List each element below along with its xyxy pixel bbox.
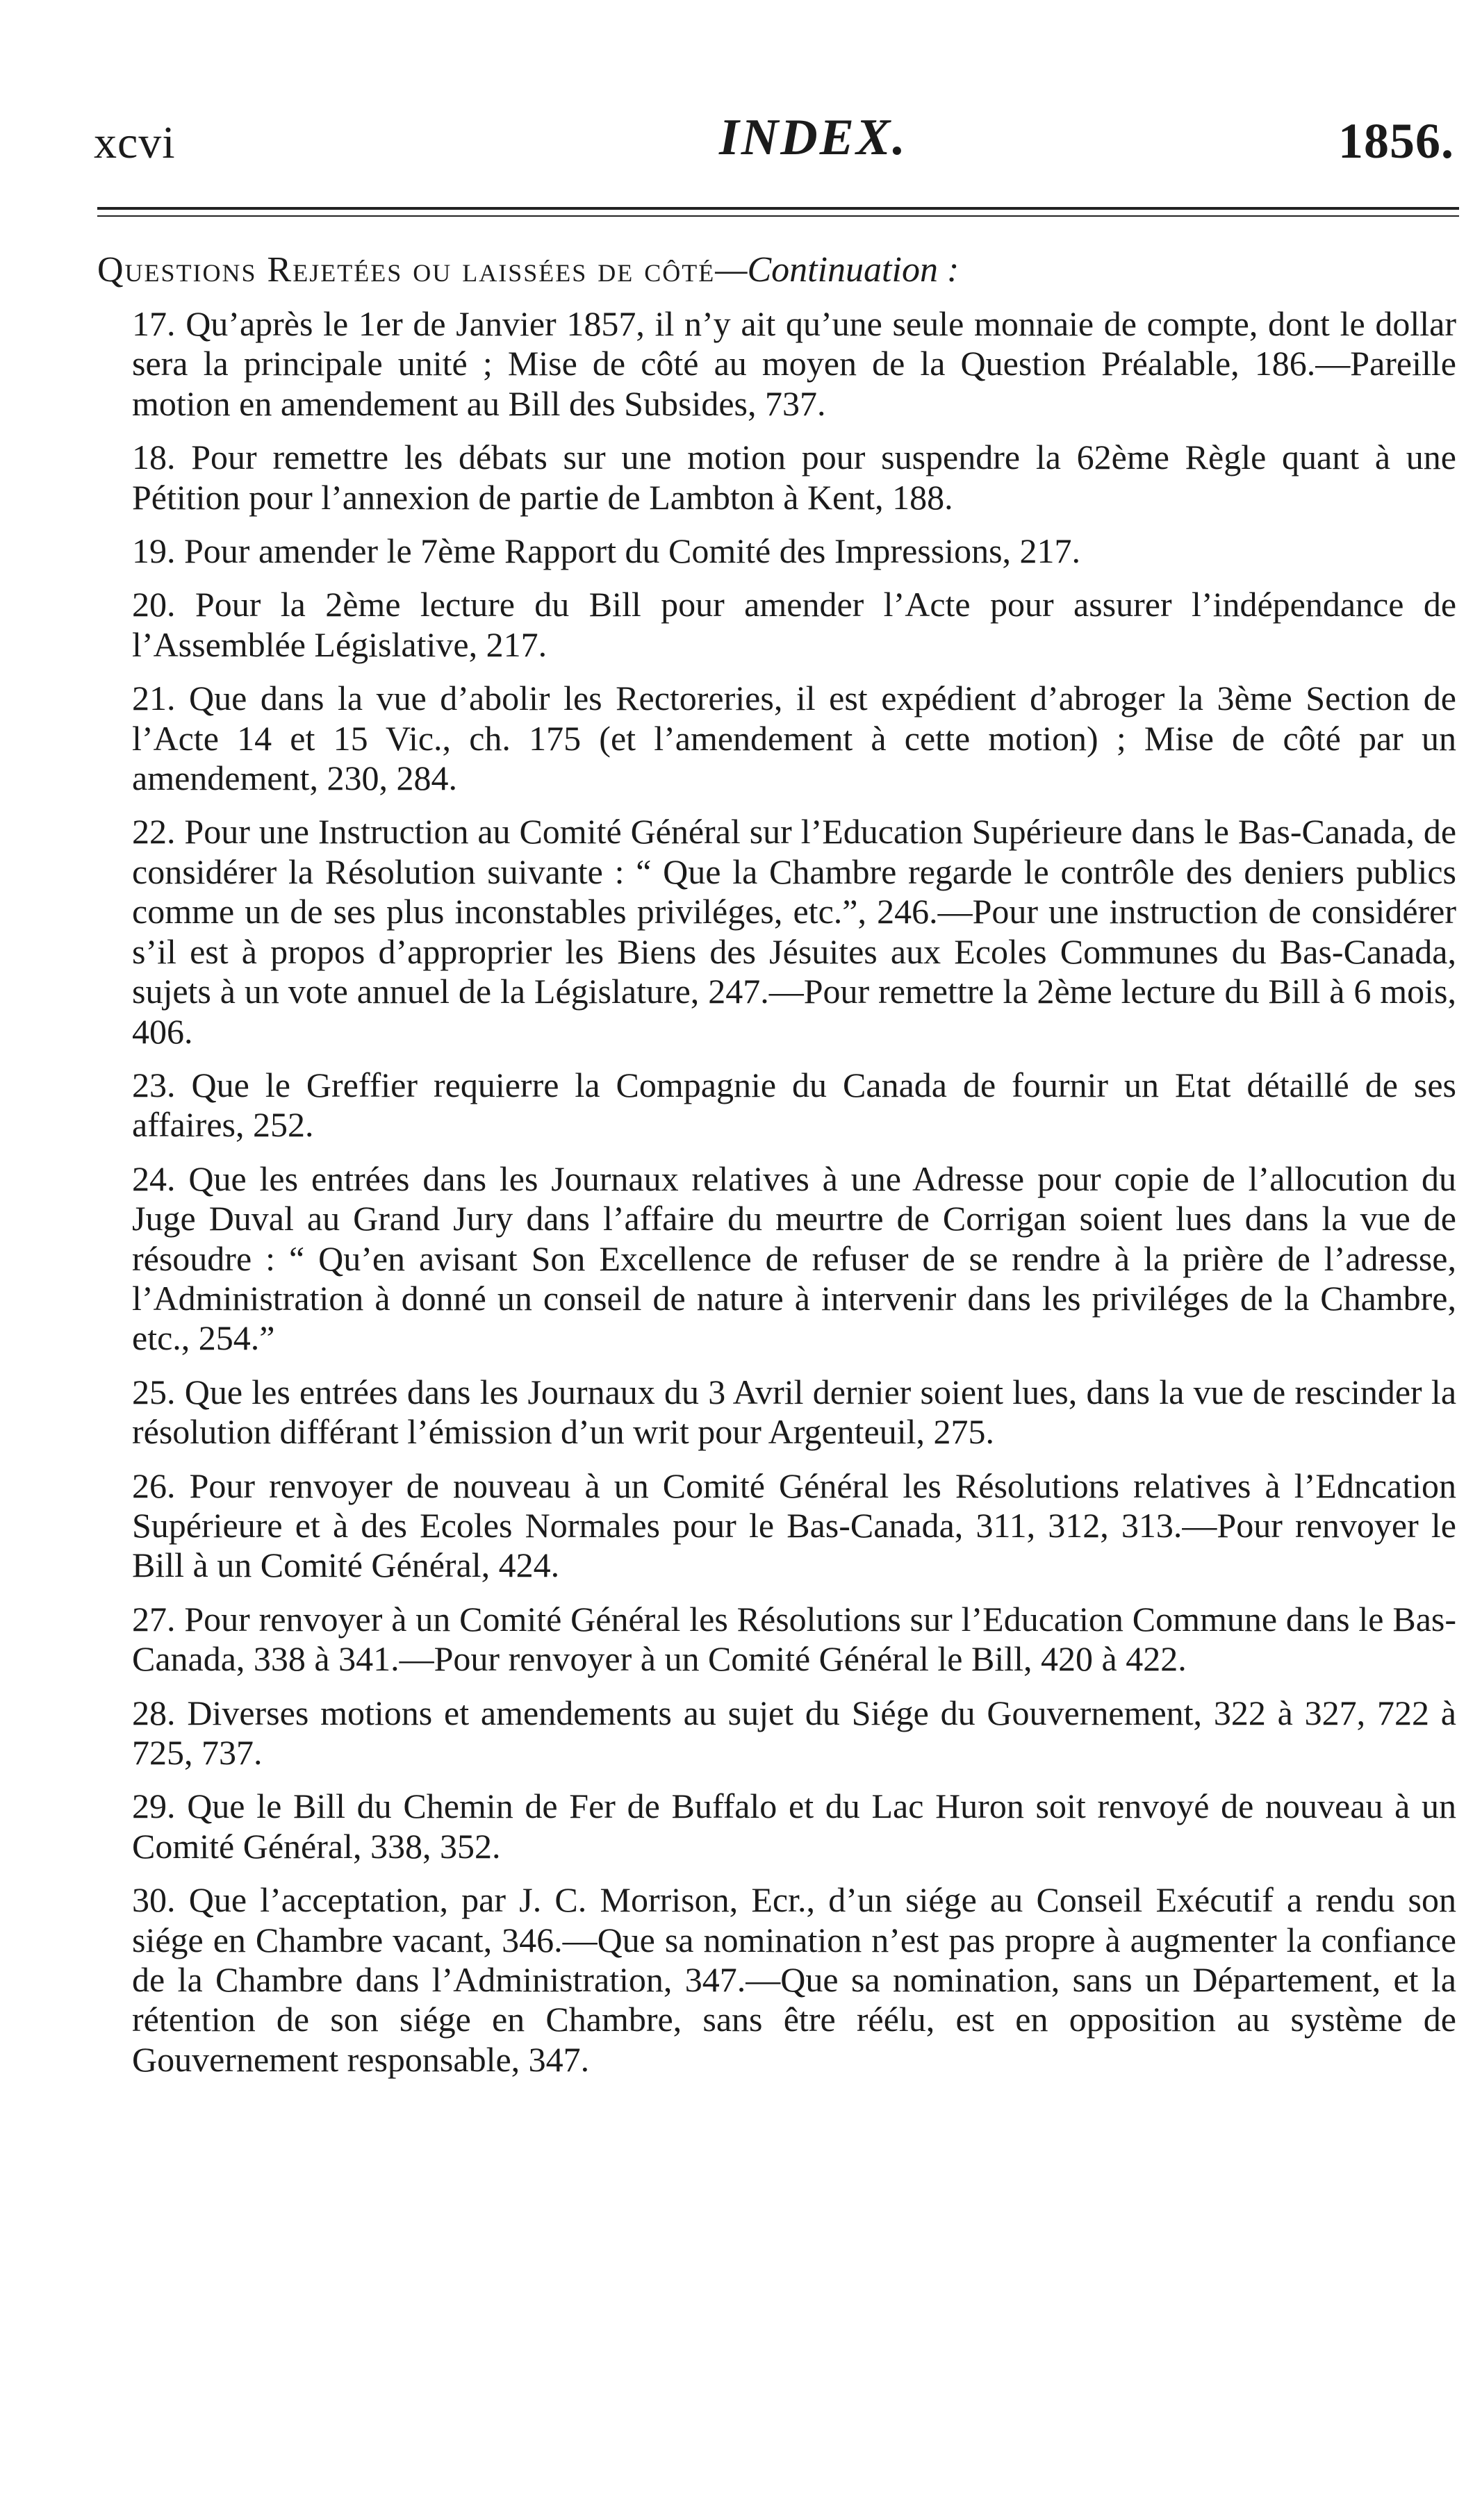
index-entry xyxy=(132,1466,1456,1586)
index-entry xyxy=(132,1159,1456,1359)
entry-text: Que les entrées dans les Journaux du 3 Avril dernier soient lues, dans la vue de rescinder la résolution différant l’émission d’un writ pour Argenteuil, 275. xyxy=(132,1372,1457,1452)
entry-text: Que le Greffier requierre la Compagnie du Canada de fournir un Etat détaillé de ses affaires, 252. xyxy=(132,1065,1457,1145)
entry-number: 29. xyxy=(132,1787,176,1826)
index-entry xyxy=(132,438,1456,517)
index-entry xyxy=(132,1373,1456,1452)
entry-number: 21. xyxy=(132,679,176,718)
entry-text: Pour la 2ème lecture du Bill pour amender l’Acte pour assurer l’indépendance de l’Assemblée Législative, 217. xyxy=(132,585,1457,664)
entry-number: 20. xyxy=(132,585,176,624)
page-number: xcvi xyxy=(94,117,176,168)
entry-number: 27. xyxy=(132,1599,176,1639)
header-rule-thick xyxy=(97,207,1459,210)
entry-number: 17. xyxy=(132,304,176,343)
section-heading-text: Questions Rejetées ou laissées de côté xyxy=(97,250,716,290)
page-header xyxy=(94,104,1482,188)
entry-number: 19. xyxy=(132,531,176,571)
index-entry xyxy=(132,1066,1456,1145)
entry-text: Que l’acceptation, par J. C. Morrison, Ecr., d’un siége au Conseil Exécutif a rendu son siége en Chambre vacant, 346.—Que sa nomination n’est pas propre à augmenter la confiance de la Chambre dans l’Administration, 347.—Que sa nomination, sans un Département, et la rétention de son siége en Chambre, sans être réélu, est en opposition au système de Gouvernement responsable, 347. xyxy=(132,1880,1457,2079)
index-entry xyxy=(132,679,1456,798)
index-entry xyxy=(132,304,1456,424)
entry-number: 30. xyxy=(132,1880,176,1920)
entry-text: Pour renvoyer de nouveau à un Comité Général les Résolutions relatives à l’Edncation Supérieure et à des Ecoles Normales pour le Bas-Canada, 311, 312, 313.—Pour renvoyer le Bill à un Comité Général, 424. xyxy=(132,1466,1457,1585)
index-entry xyxy=(132,585,1456,665)
index-entry xyxy=(132,1880,1456,2080)
index-entry xyxy=(132,812,1456,1051)
entry-number: 28. xyxy=(132,1693,176,1732)
entry-text: Diverses motions et amendements au sujet du Siége du Gouvernement, 322 à 327, 722 à 725, 737. xyxy=(132,1693,1457,1772)
entry-text: Que dans la vue d’abolir les Rectoreries, il est expédient d’abroger la 3ème Section de l’Acte 14 et 15 Vic., ch. 175 (et l’amendement à cette motion) ; Mise de côté par un amendement, 230, 284. xyxy=(132,679,1456,798)
entry-number: 22. xyxy=(132,812,176,852)
entry-list xyxy=(132,304,1456,2094)
entry-number: 25. xyxy=(132,1372,176,1411)
entry-number: 23. xyxy=(132,1065,176,1104)
entry-text: Qu’après le 1er de Janvier 1857, il n’y ait qu’une seule monnaie de compte, dont le dollar sera la principale unité ; Mise de côté au moyen de la Question Préalable, 186.—Pareille motion en amendement au Bill des Subsides, 737. xyxy=(132,304,1457,423)
entry-text: Pour renvoyer à un Comité Général les Résolutions sur l’Education Commune dans le Bas-Canada, 338 à 341.—Pour renvoyer à un Comité Général le Bill, 420 à 422. xyxy=(132,1599,1456,1679)
index-entry xyxy=(132,1693,1456,1773)
page-title: INDEX. xyxy=(719,109,907,166)
index-entry xyxy=(132,1600,1456,1680)
index-entry xyxy=(132,531,1456,571)
page-year: 1856. xyxy=(1338,113,1454,169)
entry-number: 24. xyxy=(132,1159,176,1198)
section-heading xyxy=(97,249,1459,292)
entry-number: 18. xyxy=(132,438,176,477)
entry-text: Pour remettre les débats sur une motion pour suspendre la 62ème Règle quant à une Pétition pour l’annexion de partie de Lambton à Kent, 188. xyxy=(132,438,1456,517)
index-entry xyxy=(132,1787,1456,1866)
entry-text: Que le Bill du Chemin de Fer de Buffalo et du Lac Huron soit renvoyé de nouveau à un Comité Général, 338, 352. xyxy=(132,1787,1457,1866)
entry-text: Pour une Instruction au Comité Général sur l’Education Supérieure dans le Bas-Canada, de considérer la Résolution suivante : “ Que la Chambre regarde le contrôle des deniers publics comme un de ses plus inconstables priviléges, etc.”, 246.—Pour une instruction de considérer s’il est à propos d’approprier les Biens des Jésuites aux Ecoles Communes du Bas-Canada, sujets à un vote annuel de la Législature, 247.—Pour remettre la 2ème lecture du Bill à 6 mois, 406. xyxy=(132,812,1457,1051)
section-continuation: —Continuation : xyxy=(715,250,960,290)
entry-number: 26. xyxy=(132,1466,176,1505)
entry-text: Que les entrées dans les Journaux relatives à une Adresse pour copie de l’allocution du Juge Duval au Grand Jury dans l’affaire du meurtre de Corrigan soient lues dans la vue de résoudre : “ Qu’en avisant Son Excellence de refuser de se rendre à la prière de l’adresse, l’Administration à donné un conseil de nature à intervenir dans les priviléges de la Chambre, etc., 254.” xyxy=(132,1159,1457,1358)
entry-text: Pour amender le 7ème Rapport du Comité des Impressions, 217. xyxy=(184,531,1081,571)
header-rule-thin xyxy=(97,215,1459,217)
